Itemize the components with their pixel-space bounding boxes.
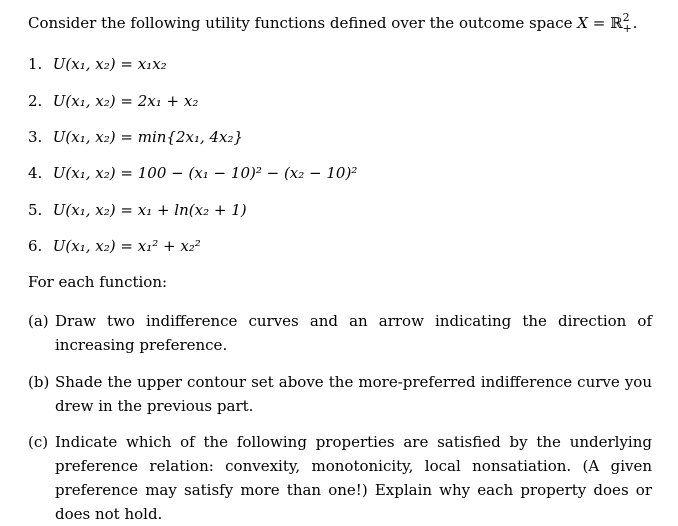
intro-sentence [28,11,638,35]
for-each-heading: For each function: [28,273,168,291]
set-superscript: 2 [622,11,630,24]
function-lhs: U(x₁, x₂) = [52,164,133,182]
function-rhs: x₁² + x₂² [137,237,201,255]
intro-text: Consider the following utility functions defined over the outcome space [28,14,573,32]
function-lhs: U(x₁, x₂) = [52,237,133,255]
utility-function-5 [28,201,247,219]
function-rhs: 100 − (x₁ − 10)² − (x₂ − 10)² [137,164,358,182]
utility-function-1 [28,55,167,73]
utility-function-4 [28,164,357,182]
function-number: 6. [28,237,43,255]
part-label: (b) [28,373,50,391]
equals-sign: = [592,14,606,32]
utility-function-3 [28,128,243,146]
part-b [28,370,652,418]
function-lhs: U(x₁, x₂) = [52,55,133,73]
function-lhs: U(x₁, x₂) = [52,201,133,219]
part-text: Shade the upper contour set above the more-preferred indifference curve you drew in the previous part. [55,373,652,415]
function-rhs: x₁x₂ [137,55,167,73]
part-text: Draw two indifference curves and an arrow indicating the direction of increasing preference. [55,312,652,354]
part-text: Indicate which of the following properties are satisfied by the underlying preference relation: convexity, monotonicity, local nonsatiation. (A given preference may satisfy more than one!) Explain why each property does or does not hold. [55,433,652,523]
function-number: 5. [28,201,43,219]
function-lhs: U(x₁, x₂) = [52,128,133,146]
utility-function-2 [28,92,198,110]
space-symbol: X [577,14,588,32]
function-rhs: min{2x₁, 4x₂} [137,128,244,146]
function-number: 3. [28,128,43,146]
real-set: ℝ [610,14,623,32]
function-number: 4. [28,164,43,182]
set-scripts [622,11,633,35]
function-rhs: 2x₁ + x₂ [137,92,199,110]
function-number: 2. [28,92,43,110]
function-rhs: x₁ + ln(x₂ + 1) [137,201,247,219]
part-label: (a) [28,312,49,330]
function-lhs: U(x₁, x₂) = [52,92,133,110]
intro-period: . [632,14,638,32]
part-label: (c) [28,433,49,451]
part-a [28,309,652,357]
utility-function-6 [28,237,201,255]
function-number: 1. [28,55,43,73]
part-c [28,430,652,526]
set-subscript: + [622,22,632,35]
